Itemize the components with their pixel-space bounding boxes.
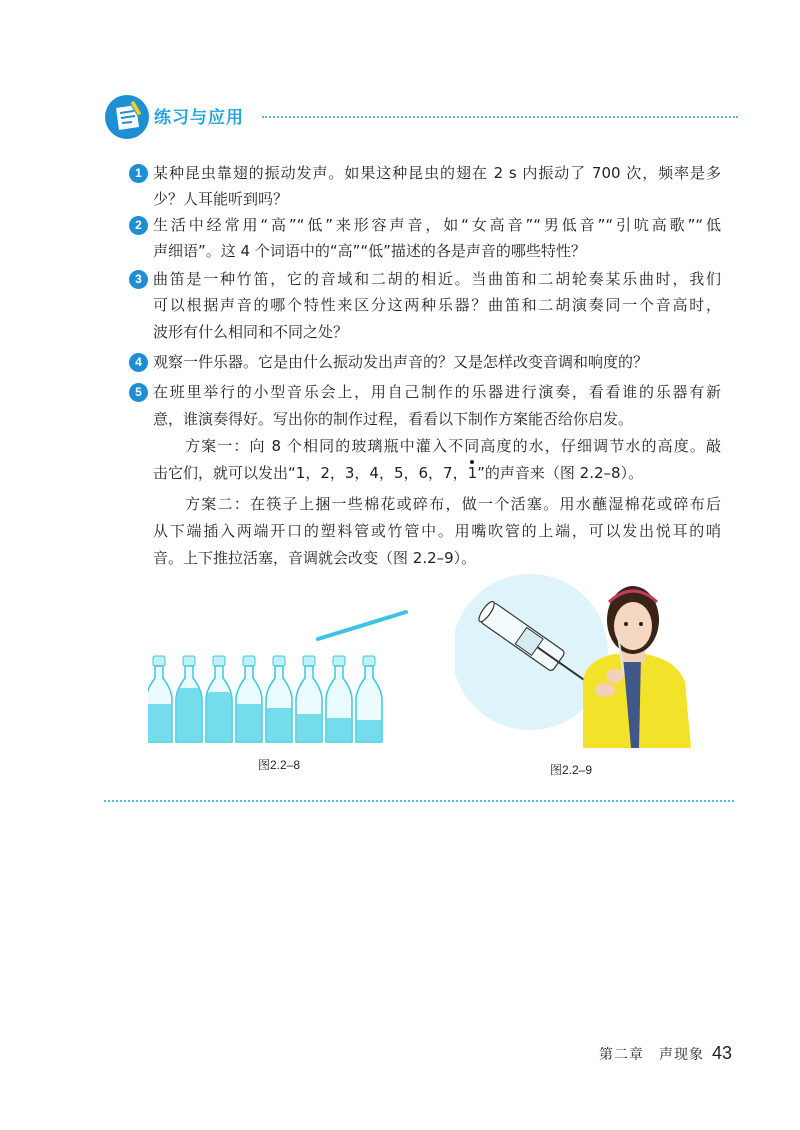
figure-2-2-8-caption: 图2.2–8 — [258, 758, 301, 772]
page-number: 43 — [711, 1043, 732, 1063]
problem-5-line-1: 在班里举行的小型音乐会上，用自己制作的乐器进行演奏，看看谁的乐器有新 — [153, 383, 721, 401]
problem-2-line-1: 生活中经常用“高”“低”来形容声音，如“女高音”“男低音”“引吭高歌”“低 — [153, 216, 721, 234]
bottle-3 — [206, 656, 232, 742]
plan-2-line-1: 方案二：在筷子上捆一些棉花或碎布，做一个活塞。用水蘸湿棉花或碎布后 — [185, 495, 721, 513]
figure-slide-whistle — [455, 572, 699, 752]
plan-1-line-2 — [153, 461, 721, 485]
problem-2-line-2: 声细语”。这 4 个词语中的“高”“低”描述的各是声音的哪些特性？ — [153, 242, 586, 260]
problem-number-3: 3 — [129, 270, 148, 289]
bottle-2 — [176, 656, 202, 742]
problem-3-line-1: 曲笛是一种竹笛，它的音域和二胡的相近。当曲笛和二胡轮奏某乐曲时，我们 — [153, 270, 721, 288]
girl-photo — [583, 586, 691, 748]
header-dotted-rule — [262, 116, 738, 118]
practice-badge-icon — [104, 94, 150, 140]
bottom-dotted-rule — [104, 800, 734, 802]
bottle-6 — [296, 656, 322, 742]
problem-number-1: 1 — [129, 164, 148, 183]
plan-1-dotted-high-note: 1 — [468, 461, 478, 485]
figure-bottles — [148, 604, 418, 749]
striking-stick — [318, 612, 406, 639]
plan-1-text-before: 击它们，就可以发出“1，2，3，4，5，6，7， — [153, 464, 468, 482]
bottle-8 — [356, 656, 382, 742]
plan-2-line-2: 从下端插入两端开口的塑料管或竹管中。用嘴吹管的上端，可以发出悦耳的哨 — [153, 522, 721, 540]
bottle-5 — [266, 656, 292, 742]
problem-number-4: 4 — [129, 353, 148, 372]
page-footer — [599, 1043, 732, 1064]
problem-3-line-3: 波形有什么相同和不同之处？ — [153, 323, 349, 341]
problem-5-line-2: 意，谁演奏得好。写出你的制作过程，看看以下制作方案能否给你启发。 — [153, 410, 634, 428]
plan-1-text-after: ”的声音来（图 2.2–8）。 — [477, 464, 644, 482]
chapter-label: 第二章 声现象 — [598, 1047, 704, 1063]
problem-4-line-1: 观察一件乐器。它是由什么振动发出声音的？又是怎样改变音调和响度的？ — [153, 353, 649, 371]
section-title: 练习与应用 — [154, 108, 244, 128]
problem-number-2: 2 — [129, 216, 148, 235]
plan-1-line-1: 方案一：向 8 个相同的玻璃瓶中灌入不同高度的水，仔细调节水的高度。敲 — [185, 437, 721, 455]
problem-3-line-2: 可以根据声音的哪个特性来区分这两种乐器？曲笛和二胡演奏同一个音高时， — [153, 296, 721, 314]
bottle-4 — [236, 656, 262, 742]
problem-number-5: 5 — [129, 383, 148, 402]
problem-1-line-2: 少？人耳能听到吗？ — [153, 190, 289, 208]
section-header — [104, 92, 744, 142]
bottle-1 — [148, 656, 172, 742]
problem-1-line-1: 某种昆虫靠翅的振动发声。如果这种昆虫的翅在 2 s 内振动了 700 次，频率是多 — [153, 164, 721, 182]
figure-2-2-9-caption: 图2.2–9 — [550, 763, 593, 777]
bottle-7 — [326, 656, 352, 742]
plan-2-line-3: 音。上下推拉活塞，音调就会改变（图 2.2–9）。 — [153, 549, 477, 567]
